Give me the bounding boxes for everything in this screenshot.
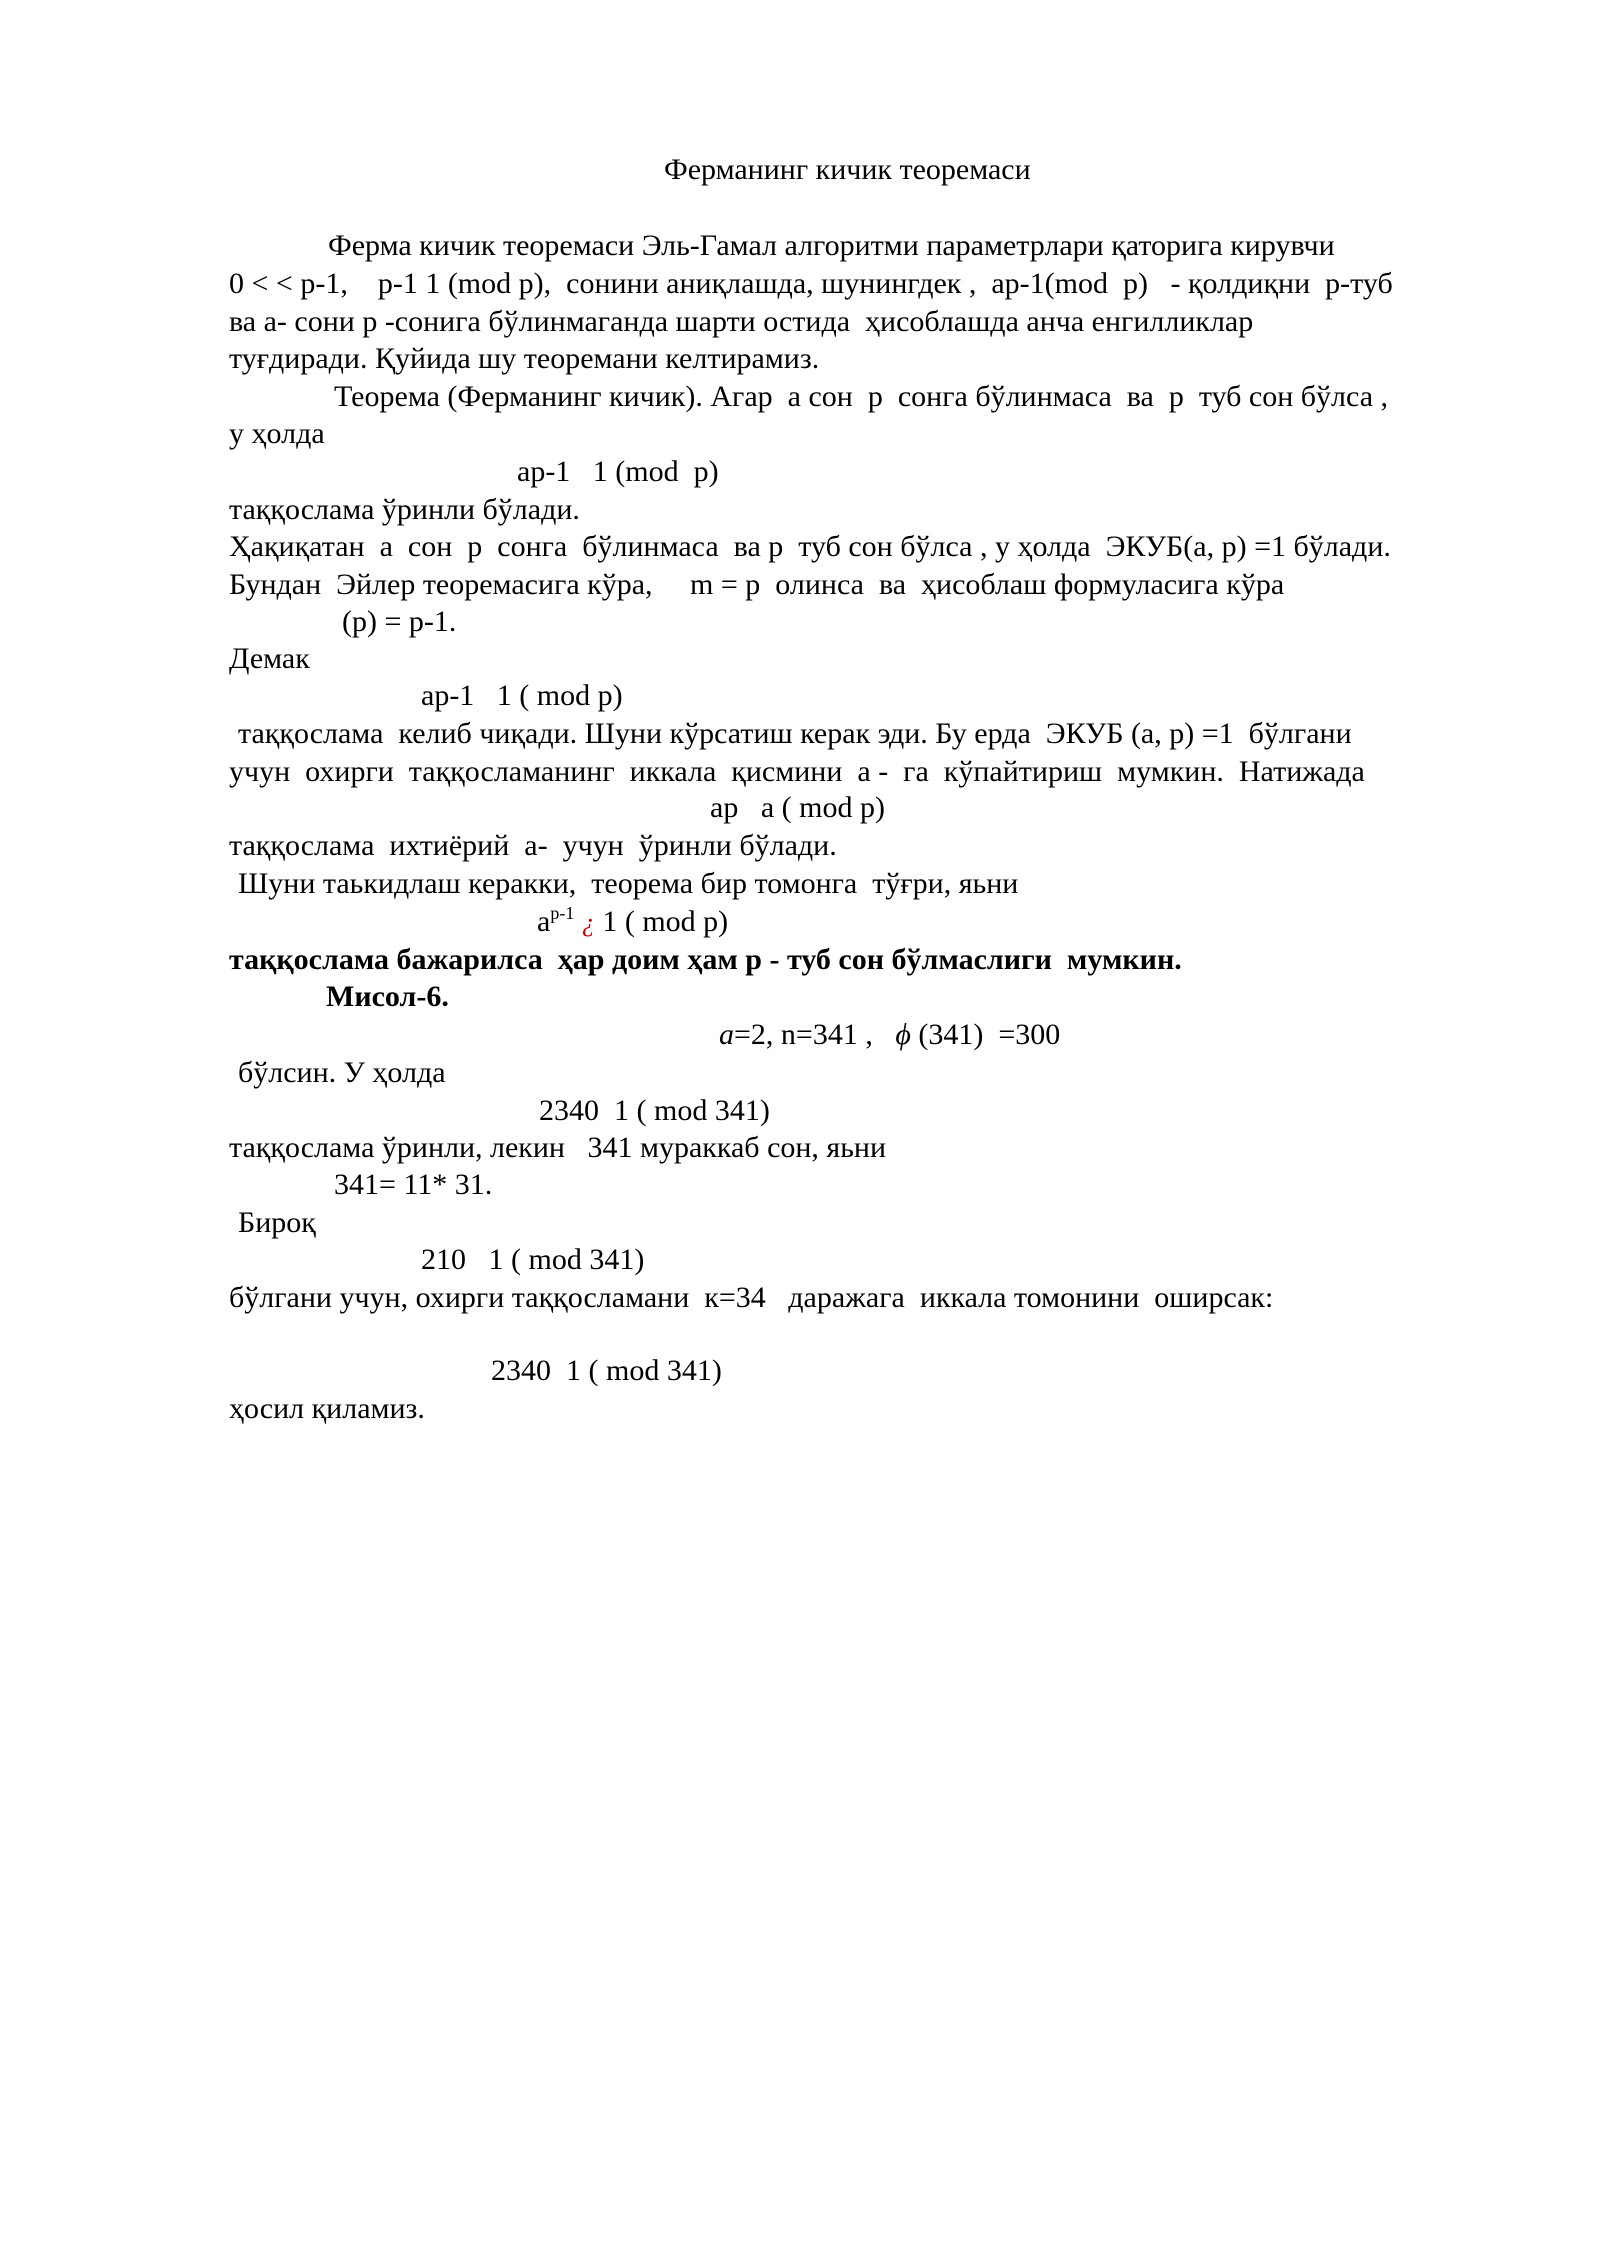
- theorem-line-3: таққослама ўринли бўлади.: [229, 493, 580, 526]
- example-heading: Мисол-6.: [326, 980, 449, 1013]
- intro-line-4: туғдиради. Қуйида шу теоремани келтирамиз.: [229, 342, 820, 375]
- proof-line-5: таққослама келиб чиқади. Шуни кўрсатиш керак эди. Бу ерда ЭКУБ (а, р) =1 бўлгани: [238, 717, 1352, 750]
- page-title: Ферманинг кичик теоремаси: [664, 153, 1031, 186]
- proof-line-4: Демак: [229, 642, 310, 675]
- proof-line-1: Ҳақиқатан а сон р сонга бўлинмаса ва р туб сон бўлса , у ҳолда ЭКУБ(а, р) =1 бўлади.: [229, 530, 1391, 563]
- remark-line-1: Шуни таькидлаш керакки, теорема бир томонга тўғри, яьни: [238, 867, 1019, 900]
- proof-formula-2: ар а ( mod p): [710, 791, 885, 824]
- intro-line-3: ва а- сони р -сонига бўлинмаганда шарти остида ҳисоблашда анча енгилликлар: [229, 305, 1254, 338]
- example-given: [719, 1017, 1060, 1053]
- example-given-a: a: [719, 1018, 734, 1051]
- remark-formula: [537, 904, 728, 941]
- example-line-4: Бироқ: [238, 1206, 316, 1239]
- example-formula-3: 2340 1 ( mod 341): [491, 1354, 722, 1387]
- example-line-5: бўлгани учун, охирги таққосламани к=34 даражага иккала томонини оширсак:: [229, 1281, 1274, 1314]
- proof-line-7: таққослама ихтиёрий а- учун ўринли бўлади.: [229, 829, 837, 862]
- phi-symbol: ϕ: [895, 1018, 911, 1051]
- intro-line-1: Ферма кичик теоремаси Эль-Гамал алгоритми параметрлари қаторига кирувчи: [328, 229, 1335, 262]
- remark-formula-rest: 1 ( mod p): [594, 905, 729, 938]
- example-given-rest: =2, n=341 ,: [734, 1018, 873, 1051]
- remark-formula-base: a: [537, 905, 551, 938]
- theorem-line-1: Теорема (Ферманинг кичик). Агар а сон р сонга бўлинмаса ва р туб сон бўлса ,: [334, 380, 1389, 413]
- example-line-3: 341= 11* 31.: [334, 1168, 493, 1201]
- example-formula-2: 210 1 ( mod 341): [421, 1243, 645, 1276]
- theorem-line-2: у ҳолда: [229, 417, 325, 450]
- intro-line-2: 0 < < p-1, p-1 1 (mod p), сонини аниқлашда, шунингдек , ар-1(mod p) - қолдиқни p-туб: [229, 267, 1393, 300]
- proof-line-2: Бундан Эйлер теоремасига кўра, m = p олинса ва ҳисоблаш формуласига кўра: [229, 568, 1285, 601]
- remark-formula-glyph: ¿: [581, 908, 595, 937]
- example-formula-1: 2340 1 ( mod 341): [539, 1094, 770, 1127]
- example-line-2: таққослама ўринли, лекин 341 мураккаб сон, яьни: [229, 1131, 887, 1164]
- remark-formula-exponent: p-1: [550, 903, 575, 923]
- theorem-formula: ар-1 1 (mod p): [517, 455, 719, 488]
- proof-line-3: (p) = p-1.: [342, 605, 457, 638]
- example-phi-rest: (341) =300: [910, 1018, 1061, 1051]
- example-line-1: бўлсин. У ҳолда: [238, 1056, 446, 1089]
- proof-formula-1: ар-1 1 ( mod p): [421, 679, 623, 712]
- remark-bold-line: таққослама бажарилса ҳар доим ҳам р - туб сон бўлмаслиги мумкин.: [229, 943, 1182, 976]
- proof-line-6: учун охирги таққосламанинг иккала қисмини а - га кўпайтириш мумкин. Натижада: [229, 755, 1365, 788]
- example-line-6: ҳосил қиламиз.: [229, 1392, 425, 1425]
